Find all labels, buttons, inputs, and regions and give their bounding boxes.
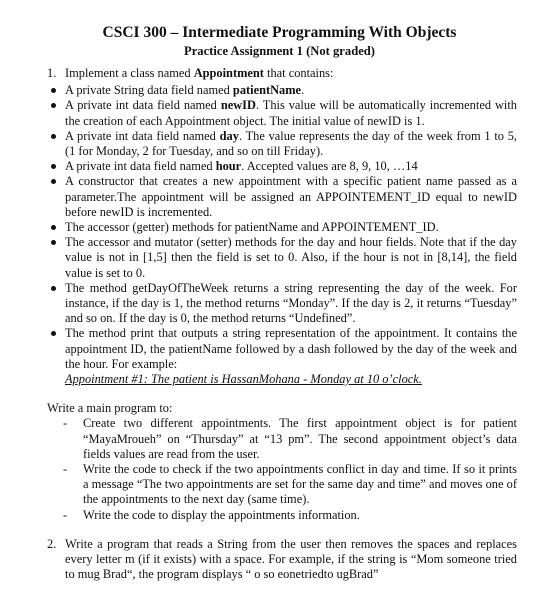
main-program-list	[47, 416, 517, 522]
page-title: CSCI 300 – Intermediate Programming With Objects	[102, 24, 457, 41]
dash-marker: -	[63, 416, 68, 431]
dash-marker: -	[63, 507, 68, 522]
requirement-item: The accessor (getter) methods for patientName and APPOINTEMENT_ID.	[65, 220, 517, 235]
main-program-intro: Write a main program to:	[47, 401, 173, 416]
requirement-item: A private int data field named hour. Accepted values are 8, 9, 10, …14	[65, 159, 517, 174]
bullet-icon	[51, 179, 56, 184]
requirement-item: A private int data field named day. The value represents the day of the week from 1 to 5, (1 for Monday, 2 for Tuesday, and so on till Friday).	[65, 129, 517, 159]
question-intro-text-end: that contains:	[263, 66, 334, 80]
requirement-item: The accessor and mutator (setter) methods for the day and hour fields. Note that if the day value is not in [1,5] then the field is set to 0. Also, if the hour is not in [8,14], the field value is set to 0.	[65, 235, 517, 281]
question-1	[47, 66, 517, 81]
bullet-icon	[51, 286, 56, 291]
dash-marker: -	[63, 462, 68, 477]
question-number: 1.	[47, 66, 57, 80]
requirement-item: A constructor that creates a new appointment with a specific patient name passed as a parameter.The appointment will be assigned an APPOINTEMENT_ID equal to newID before newID is incremented.	[65, 174, 517, 220]
page-subtitle: Practice Assignment 1 (Not graded)	[184, 44, 375, 58]
bullet-icon	[51, 240, 56, 245]
main-program-item: - Write the code to check if the two appointments conflict in day and time. If so it prints a message “The two appointments are set for the same day and time” and moves one of the appointments to the next day (same time).	[63, 462, 517, 507]
requirements-list	[47, 83, 517, 372]
bullet-icon	[51, 225, 56, 230]
bullet-icon	[51, 88, 56, 93]
example-output: Appointment #1: The patient is HassanMohana - Monday at 10 o’clock.	[65, 372, 422, 387]
question-number: 2.	[47, 536, 57, 551]
requirement-item: A private int data field named newID. This value will be automatically incremented with the creation of each Appointment object. The initial value of newID is 1.	[65, 98, 517, 128]
bullet-icon	[51, 103, 56, 108]
question-2-text: Write a program that reads a String from the user then removes the spaces and replaces every letter m (if it exists) with a space. For example, if the string is “Mom someone tried to mug Brad“, the program displays “ o so eonetriedto ugBrad”	[65, 536, 517, 582]
question-intro-text: Implement a class named	[65, 66, 194, 80]
main-program-item: - Create two different appointments. The first appointment object is for patient “MayaMroueh” on “Thursday” at “13 pm”. The second appointment object’s data fields values are read from the user.	[63, 416, 517, 461]
assignment-content	[47, 66, 517, 585]
requirement-item: A private String data field named patientName.	[65, 83, 517, 98]
bullet-icon	[51, 164, 56, 169]
question-2	[47, 537, 517, 583]
bullet-icon	[51, 134, 56, 139]
requirement-item: The method getDayOfTheWeek returns a string representing the day of the week. For instance, if the day is 1, the method returns “Monday”. If the day is 2, it returns “Tuesday” and so on. If the day is 0, the method returns “Undefined”.	[65, 281, 517, 327]
bullet-icon	[51, 331, 56, 336]
class-name: Appointment	[193, 66, 264, 80]
main-program-item: - Write the code to display the appointments information.	[63, 507, 360, 522]
requirement-item: The method print that outputs a string representation of the appointment. It contains the appointment ID, the patientName followed by a dash followed by the day of the week and the hour. For example:	[65, 326, 517, 372]
